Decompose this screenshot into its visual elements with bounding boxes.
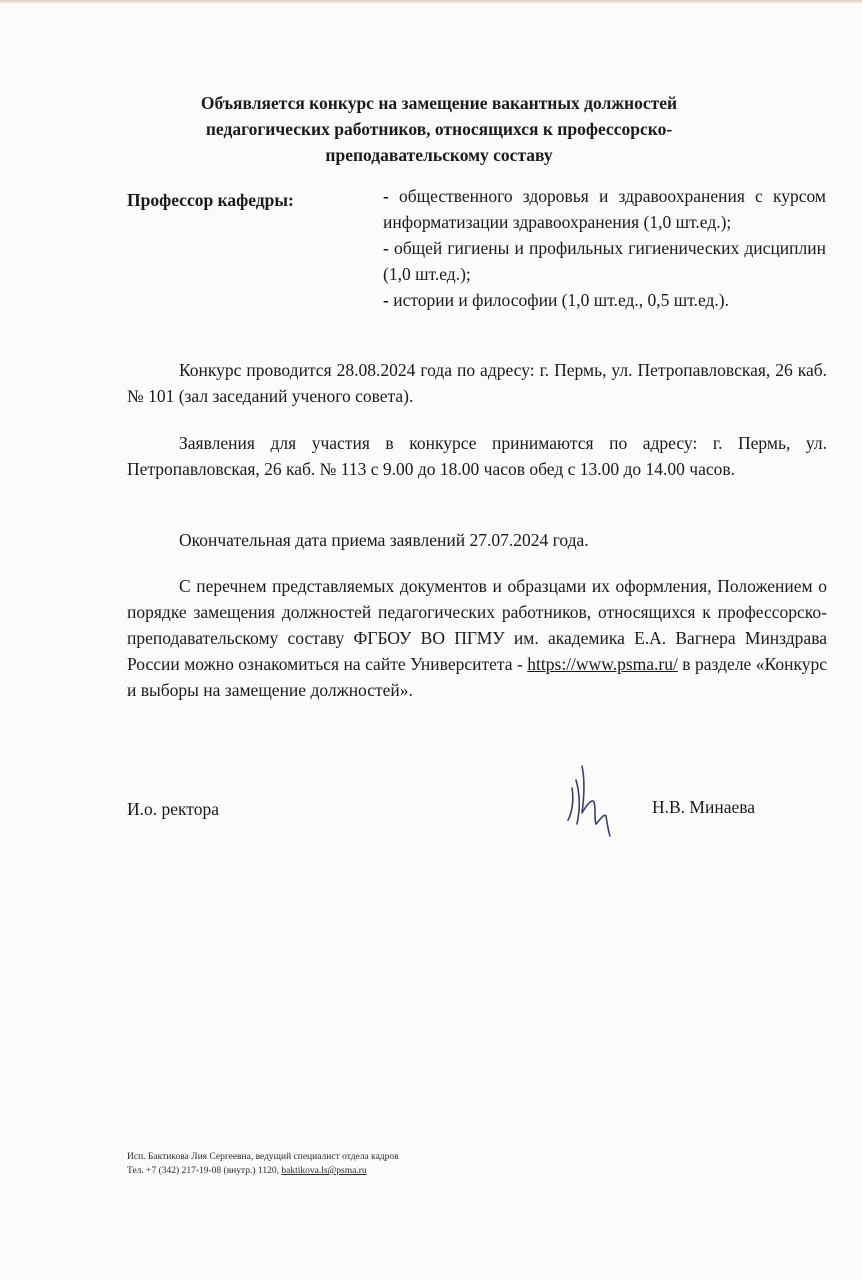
department-item [383, 183, 826, 235]
documents-paragraph [127, 573, 827, 703]
documents-text: С перечнем представляемых документов и образцами их оформления, Положением о порядке замещения должностей педагогических работников, относящихся к профессорско-преподавательскому составу ФГБОУ ВО ПГМУ им. академика Е.А. Вагнера Минздрава России можно ознакомиться на сайте Университета - [127, 576, 827, 674]
department-text: общественного здоровья и здравоохранения с курсом информатизации здравоохранения (1,0 шт.ед.); [383, 186, 826, 232]
announcement-title [150, 90, 728, 168]
documents-text-end: в разделе «Конкурс и выборы на замещение должностей». [127, 654, 827, 700]
footer-phone-line [127, 1164, 399, 1178]
department-item [383, 235, 826, 287]
footer-executor: Исп. Бактикова Лия Сергеевна, ведущий специалист отдела кадров [127, 1152, 399, 1162]
position-label: Профессор кафедры: [127, 190, 294, 210]
contest-date-paragraph: Конкурс проводится 28.08.2024 года по адресу: г. Пермь, ул. Петропавловская, 26 каб. № 101 (зал заседаний ученого совета). [127, 360, 827, 406]
signatory-role: И.о. ректора [127, 799, 219, 819]
department-text: истории и философии (1,0 шт.ед., 0,5 шт.ед.). [393, 290, 729, 310]
university-website-link[interactable]: https://www.psma.ru/ [527, 654, 678, 674]
list-dash: - [383, 238, 394, 258]
footer-email: baktikova.ls@psma.ru [281, 1166, 367, 1176]
list-dash: - [383, 290, 394, 310]
footer-contact [127, 1150, 399, 1178]
title-line: преподавательскому составу [325, 145, 553, 165]
deadline-paragraph: Окончательная дата приема заявлений 27.07.2024 года. [179, 530, 589, 550]
list-dash: - [383, 186, 399, 206]
title-line: Объявляется конкурс на замещение вакантных должностей [200, 93, 678, 113]
department-list [383, 183, 826, 313]
applications-paragraph: Заявления для участия в конкурсе принимаются по адресу: г. Пермь, ул. Петропавловская, 26 каб. № 113 с 9.00 до 18.00 часов обед с 13.00 до 14.00 часов. [127, 433, 827, 479]
department-text: общей гигиены и профильных гигиенических дисциплин (1,0 шт.ед.); [383, 238, 826, 284]
handwritten-signature [562, 758, 622, 838]
footer-phone: Тел. +7 (342) 217-19-08 (внутр.) 1120, [127, 1166, 282, 1176]
signatory-name: Н.В. Минаева [652, 797, 756, 817]
department-item [383, 287, 826, 313]
title-line: педагогических работников, относящихся к профессорско- [205, 119, 673, 139]
